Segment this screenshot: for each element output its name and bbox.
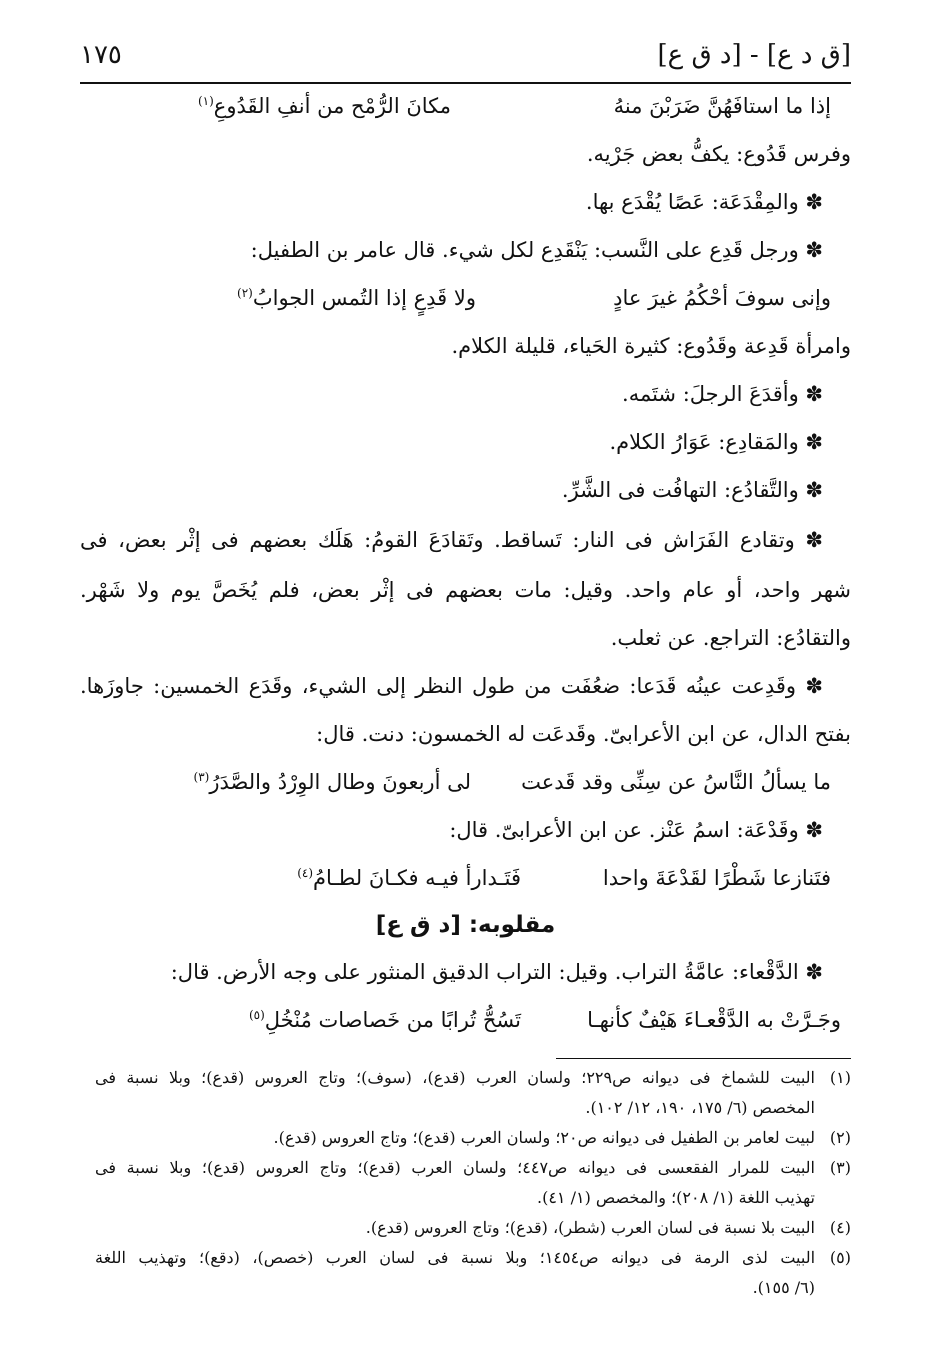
text-line: ✽ وقَدِعت عينُه قَدَعا: ضعُفَت من طول النظر إلى الشيء، وقَدَع الخمسين: جاوزَها. [80,674,823,698]
footnote-number: (١) [829,1068,852,1087]
section-heading: مقلوبه: [د ق ع] [375,912,556,938]
verse-hemistich-first: فتَنازعا شَطْرًا لقَدْعَةَ واحدا [602,866,831,890]
verse-hemistich-first: وجَـرَّتْ به الدَّقْعـاءَ هَيْفٌ كأنهـا [587,1008,841,1032]
footnote-4 [95,1218,851,1237]
footnote-1-cont: المخصص (٦/ ١٧٥، ١٩٠، ١٢/ ١٠٢). [585,1098,815,1117]
footnote-ref: (٥) [248,1008,265,1022]
footnote-3-cont: تهذيب اللغة (١/ ٢٠٨)؛ والمخصص (١/ ٤١). [536,1188,815,1207]
text-line: وفرس قَدُوع: يكفُّ بعض جَرْيه. [586,142,851,166]
verse-hemistich-second: لى أربعونَ وطال الوِرْدُ والصَّدَرُ$^{(٣)}$ [193,770,471,794]
text-line: شهر واحد، أو عام واحد. وقيل: مات بعضهم فى إثْر بعض، فلم يُخَصَّ يوم ولا شَهْر. [80,578,851,602]
page-number: ١٧٥ [80,40,122,70]
footnote-number: (٥) [829,1248,852,1267]
page-header [80,40,851,80]
verse-hemistich-second: مكانَ الرُّمْح من أنفِ القَدُوعِ$^{(١)}$ [197,94,451,118]
text-line: بفتح الدال، عن ابن الأعرابىّ. وقَدعَت له الخمسون: دنت. قال: [316,722,851,746]
verse-hemistich-second: تَسُحُّ تُرابًا من خَصاصات مُنْخُلِ$^{(٥)}$ [248,1008,521,1032]
footnote-ref: (٣) [193,770,210,784]
footnote-text: البيت بلا نسبة فى لسان العرب (شطر)، (قدع)؛ وتاج العروس (قدع). [365,1218,815,1237]
text-line: ✽ والمِقْدَعَة: عَصًا يُقْدَع بها. [585,190,823,214]
footnote-number: (٤) [829,1218,851,1237]
footnote-text: البيت للمرار الفقعسى فى ديوانه ص٤٤٧؛ ولسان العرب (قدع)؛ وتاج العروس (قدع)؛ وبلا نسبة فى [95,1158,816,1177]
footnote-text: البيت لذى الرمة فى ديوانه ص١٤٥٤؛ وبلا نسبة فى لسان العرب (خصص)، (دقع)؛ وتهذيب اللغة [95,1248,816,1267]
text-line: ✽ والمَقادِع: عَوَارُ الكلام. [609,430,823,454]
verse-hemistich-second: ولا قَدِعٍ إذا التُمس الجوابُ$^{(٢)}$ [237,286,476,310]
text-line: ✽ وتقادع الفَرَاش فى النار: تَساقط. وتَقادَعَ القومُ: هَلَك بعضهم فى إثْر بعض، فى [80,528,823,552]
header-rule [80,82,851,84]
text-line: ✽ ورجل قَدِع على النَّسب: يَنْقَدِع لكل شيء. قال عامر بن الطفيل: [250,238,823,262]
footnote-separator [556,1058,851,1059]
text-line: ✽ وأقدَعَ الرجلَ: شتَمه. [622,382,823,406]
footnote-3 [95,1158,851,1177]
footnote-text: لبيت لعامر بن الطفيل فى ديوانه ص٢٠؛ ولسان العرب (قدع)؛ وتاج العروس (قدع). [273,1128,815,1147]
footnote-5-cont: (٦/ ١٥٥). [752,1278,815,1297]
footnote-1 [95,1068,851,1087]
verse-hemistich-first: ما يسألُ النَّاسُ عن سِنِّى وقد قَدعت [521,770,831,794]
footnote-5 [95,1248,851,1267]
verse-hemistich-first: وإنى سوفَ أحْكُمُ غيرَ عادٍ [613,286,831,310]
text-line: وامرأة قَدِعة وقَدُوع: كثيرة الحَياء، قليلة الكلام. [451,334,851,358]
text-line: ✽ الدَّقْعاء: عامَّةُ التراب. وقيل: التراب الدقيق المنثور على وجه الأرض. قال: [170,960,823,984]
text-line: والتقادُع: التراجع. عن ثعلب. [610,626,851,650]
footnote-number: (٢) [829,1128,851,1147]
footnote-ref: (١) [197,94,214,108]
text-line: ✽ وقَدْعَة: اسمُ عَنْز. عن ابن الأعرابىّ. قال: [449,818,823,842]
verse-hemistich-first: إذا ما استافَهُنَّ ضَرَبْنَ منهُ [613,94,831,118]
running-head: [ق د ع] - [د ق ع] [657,40,851,70]
text-line: ✽ والتَّقادُع: التهافُت فى الشَّرِّ. [561,478,823,502]
footnote-text: البيت للشماخ فى ديوانه ص٢٢٩؛ ولسان العرب (قدع)، (سوف)؛ وتاج العروس (قدع)؛ وبلا نسبة فى [95,1068,816,1087]
footnote-number: (٣) [829,1158,852,1177]
footnote-ref: (٤) [297,866,314,880]
footnote-2 [95,1128,851,1147]
footnote-ref: (٢) [237,286,253,300]
verse-hemistich-second: فَتَـدارأ فيـه فكـانَ لطـامُ$^{(٤)}$ [297,866,521,890]
